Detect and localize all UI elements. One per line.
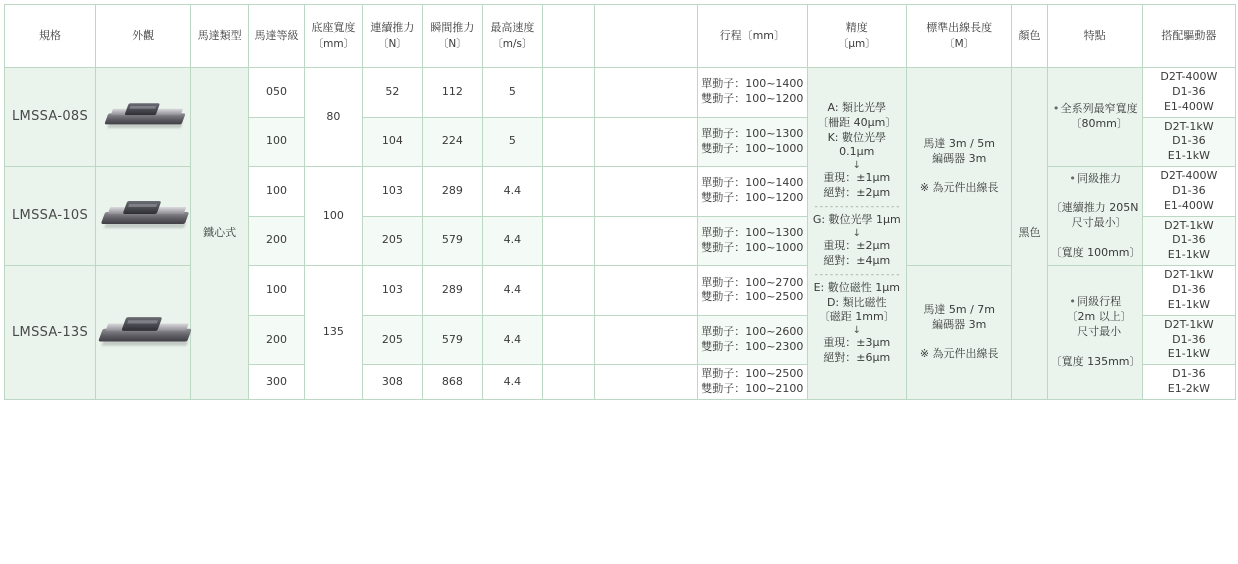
cell-max-speed: 4.4: [482, 167, 542, 217]
cell-drivers: D2T-400W D1-36 E1-400W: [1142, 167, 1235, 217]
bullet-icon: •: [1052, 102, 1060, 116]
cell-stroke: 單動子：100~1300 雙動子：100~1000: [698, 216, 808, 266]
header-feature: 特點: [1047, 5, 1142, 68]
cell-feature-08s: •全系列最窄寬度 〔80mm〕: [1047, 68, 1142, 167]
cell-appearance-08s: [96, 68, 191, 167]
table-row: [5, 167, 1236, 217]
cell-max-speed: 4.4: [482, 216, 542, 266]
header-stroke: 行程〔mm〕: [698, 5, 808, 68]
cell-stroke: 單動子：100~2700 雙動子：100~2500: [698, 266, 808, 316]
table-row: [5, 68, 1236, 118]
cell-continuous-force: 104: [362, 117, 422, 167]
cell-peak-force: 112: [422, 68, 482, 118]
cell-blank-1: [542, 266, 594, 316]
bullet-icon: •: [1069, 171, 1076, 185]
cell-base-width-10s: 100: [304, 167, 362, 266]
linear-actuator-icon-small: [103, 99, 188, 136]
cell-blank-1: [542, 68, 594, 118]
cell-max-speed: 4.4: [482, 266, 542, 316]
cell-stroke: 單動子：100~1300 雙動子：100~1000: [698, 117, 808, 167]
cell-peak-force: 579: [422, 315, 482, 365]
header-motor-grade: 馬達等級: [249, 5, 305, 68]
cell-grade: 200: [249, 216, 305, 266]
cell-grade: 050: [249, 68, 305, 118]
cell-drivers: D2T-1kW D1-36 E1-1kW: [1142, 117, 1235, 167]
cell-drivers: D2T-400W D1-36 E1-400W: [1142, 68, 1235, 118]
cell-motor-type: 鐵心式: [191, 68, 249, 400]
header-base-width: 底座寬度 〔mm〕: [304, 5, 362, 68]
cell-cable-length-upper: 馬達 3m / 5m 編碼器 3m ※ 為元件出線長: [906, 68, 1012, 266]
header-color: 顏色: [1012, 5, 1047, 68]
cell-stroke: 單動子：100~1400 雙動子：100~1200: [698, 167, 808, 217]
cell-color: 黑色: [1012, 68, 1047, 400]
cell-blank-2: [594, 315, 697, 365]
cell-stroke: 單動子：100~2500 雙動子：100~2100: [698, 365, 808, 400]
cell-base-width-08s: 80: [304, 68, 362, 167]
cell-max-speed: 5: [482, 68, 542, 118]
cell-model-13s: LMSSA-13S: [5, 266, 96, 400]
cell-max-speed: 4.4: [482, 365, 542, 400]
cell-blank-2: [594, 117, 697, 167]
cell-blank-1: [542, 216, 594, 266]
header-driver: 搭配驅動器: [1142, 5, 1235, 68]
bullet-icon: •: [1069, 295, 1076, 309]
spec-sheet: [0, 4, 1238, 564]
cell-feature-13s: •同級行程 〔2m 以上〕 尺寸最小 〔寬度 135mm〕: [1047, 266, 1142, 400]
cell-drivers: D2T-1kW D1-36 E1-1kW: [1142, 216, 1235, 266]
cell-stroke: 單動子：100~2600 雙動子：100~2300: [698, 315, 808, 365]
cell-blank-1: [542, 365, 594, 400]
cell-feature-10s: •同級推力 〔連續推力 205N 尺寸最小〕 〔寬度 100mm〕: [1047, 167, 1142, 266]
cell-model-10s: LMSSA-10S: [5, 167, 96, 266]
table-header-row: [5, 5, 1236, 68]
cell-model-08s: LMSSA-08S: [5, 68, 96, 167]
cell-blank-2: [594, 365, 697, 400]
cell-grade: 300: [249, 365, 305, 400]
cell-drivers: D2T-1kW D1-36 E1-1kW: [1142, 315, 1235, 365]
cell-peak-force: 224: [422, 117, 482, 167]
header-accuracy: 精度 〔µm〕: [807, 5, 906, 68]
cell-grade: 200: [249, 315, 305, 365]
accuracy-divider-1: - - - - - - - - - - - - - - - - -: [814, 201, 900, 212]
cell-continuous-force: 205: [362, 216, 422, 266]
cell-continuous-force: 205: [362, 315, 422, 365]
header-continuous-force: 連續推力 〔N〕: [362, 5, 422, 68]
cell-continuous-force: 52: [362, 68, 422, 118]
specification-table: [4, 4, 1236, 400]
cell-peak-force: 868: [422, 365, 482, 400]
cell-accuracy: A: 類比光學 〔柵距 40µm〕 K: 數位光學 0.1µm ↓ 重現：±1µm 絕對：±2µm - - - - - - - - - - - - - - - - - G: 數位光學 1µm ↓ 重現：±2µm 絕對：±4µm - - - - - - - - - - - - - - - - - E: 數位磁性 1µm D: 類比磁性 〔磁距 1mm〕 ↓ 重現：±3µm 絕對：±6µm: [807, 68, 906, 400]
cell-blank-1: [542, 315, 594, 365]
cell-blank-2: [594, 266, 697, 316]
cell-drivers: D2T-1kW D1-36 E1-1kW: [1142, 266, 1235, 316]
cell-grade: 100: [249, 266, 305, 316]
cell-peak-force: 289: [422, 167, 482, 217]
cell-base-width-13s: 135: [304, 266, 362, 400]
cell-peak-force: 579: [422, 216, 482, 266]
cell-blank-2: [594, 216, 697, 266]
cell-blank-1: [542, 117, 594, 167]
header-spec: 規格: [5, 5, 96, 68]
linear-actuator-icon-medium: [99, 196, 191, 236]
cell-blank-2: [594, 68, 697, 118]
cell-continuous-force: 103: [362, 167, 422, 217]
table-row: [5, 266, 1236, 316]
cell-drivers: D1-36 E1-2kW: [1142, 365, 1235, 400]
cell-blank-2: [594, 167, 697, 217]
linear-actuator-icon-large: [96, 311, 194, 353]
header-max-speed: 最高速度 〔m/s〕: [482, 5, 542, 68]
cell-max-speed: 5: [482, 117, 542, 167]
cell-cable-length-lower: 馬達 5m / 7m 編碼器 3m ※ 為元件出線長: [906, 266, 1012, 400]
header-blank-2: [594, 5, 697, 68]
cell-blank-1: [542, 167, 594, 217]
header-appearance: 外觀: [96, 5, 191, 68]
cell-grade: 100: [249, 167, 305, 217]
accuracy-divider-2: - - - - - - - - - - - - - - - - -: [814, 269, 900, 280]
header-motor-type: 馬達類型: [191, 5, 249, 68]
header-cable-length: 標準出線長度 〔M〕: [906, 5, 1012, 68]
cell-stroke: 單動子：100~1400 雙動子：100~1200: [698, 68, 808, 118]
cell-appearance-13s: [96, 266, 191, 400]
cell-appearance-10s: [96, 167, 191, 266]
header-blank-1: [542, 5, 594, 68]
cell-peak-force: 289: [422, 266, 482, 316]
cell-max-speed: 4.4: [482, 315, 542, 365]
cell-continuous-force: 308: [362, 365, 422, 400]
cell-grade: 100: [249, 117, 305, 167]
cell-continuous-force: 103: [362, 266, 422, 316]
header-peak-force: 瞬間推力 〔N〕: [422, 5, 482, 68]
